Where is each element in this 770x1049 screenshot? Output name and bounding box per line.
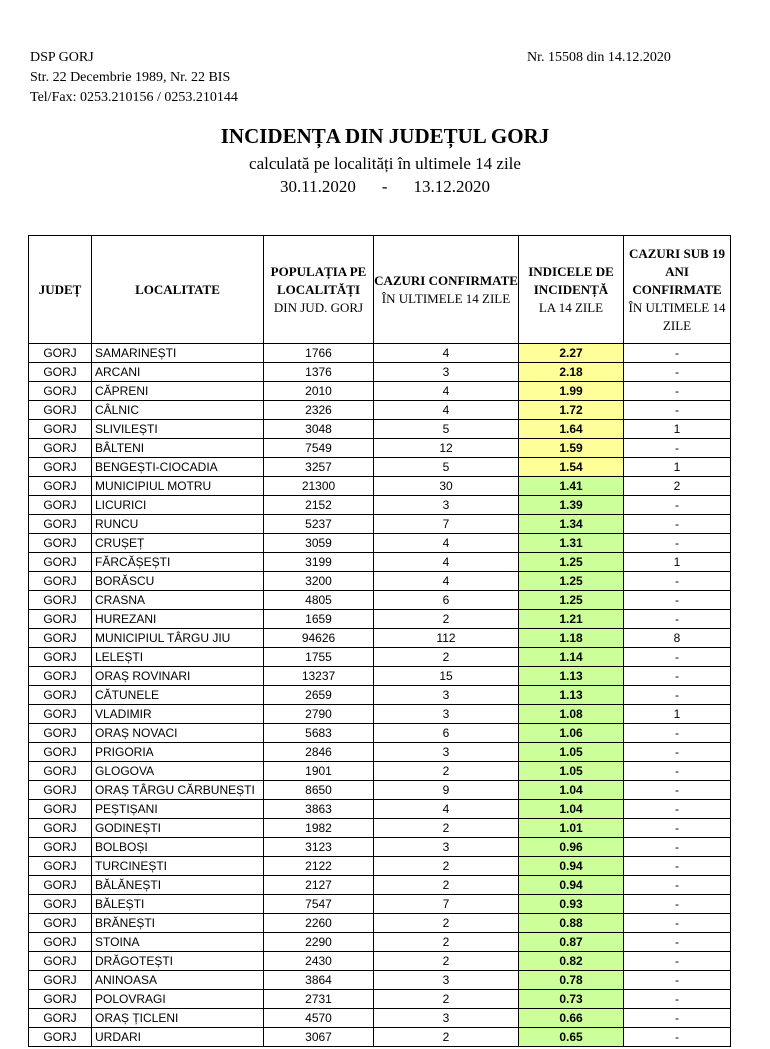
cell-judet: GORJ <box>29 344 92 363</box>
cell-judet: GORJ <box>29 1009 92 1028</box>
cell-judet: GORJ <box>29 857 92 876</box>
cell-judet: GORJ <box>29 686 92 705</box>
cell-judet: GORJ <box>29 534 92 553</box>
table-row <box>29 705 731 724</box>
table-row <box>29 344 731 363</box>
table-row <box>29 857 731 876</box>
cell-localitate: BENGEȘTI-CIOCADIA <box>92 458 264 477</box>
cell-localitate: MUNICIPIUL TÂRGU JIU <box>92 629 264 648</box>
col-header-indice: INDICELE DE INCIDENȚĂ LA 14 ZILE <box>519 236 624 344</box>
cell-judet: GORJ <box>29 838 92 857</box>
cell-indice: 0.94 <box>519 857 624 876</box>
cell-judet: GORJ <box>29 933 92 952</box>
cell-sub19: - <box>624 933 731 952</box>
cell-populatie: 2430 <box>264 952 374 971</box>
cell-indice: 1.39 <box>519 496 624 515</box>
cell-cazuri: 2 <box>374 857 519 876</box>
cell-cazuri: 2 <box>374 990 519 1009</box>
cell-localitate: FĂRCĂȘEȘTI <box>92 553 264 572</box>
col-header-sub19: CAZURI SUB 19 ANI CONFIRMATE ÎN ULTIMELE 14 ZILE <box>624 236 731 344</box>
cell-localitate: MUNICIPIUL MOTRU <box>92 477 264 496</box>
cell-judet: GORJ <box>29 515 92 534</box>
col-header-judet: JUDEȚ <box>29 236 92 344</box>
table-row <box>29 686 731 705</box>
table-row <box>29 477 731 496</box>
cell-cazuri: 2 <box>374 610 519 629</box>
cell-populatie: 2790 <box>264 705 374 724</box>
table-row <box>29 800 731 819</box>
cell-cazuri: 15 <box>374 667 519 686</box>
cell-judet: GORJ <box>29 971 92 990</box>
cell-populatie: 3200 <box>264 572 374 591</box>
cell-indice: 1.72 <box>519 401 624 420</box>
cell-indice: 1.05 <box>519 762 624 781</box>
cell-localitate: HUREZANI <box>92 610 264 629</box>
cell-localitate: LICURICI <box>92 496 264 515</box>
cell-sub19: - <box>624 401 731 420</box>
header-left <box>30 48 238 108</box>
cell-judet: GORJ <box>29 781 92 800</box>
table-row <box>29 876 731 895</box>
cell-cazuri: 3 <box>374 1009 519 1028</box>
table-row <box>29 781 731 800</box>
cell-localitate: ORAȘ ROVINARI <box>92 667 264 686</box>
cell-cazuri: 4 <box>374 382 519 401</box>
cell-sub19: - <box>624 838 731 857</box>
cell-populatie: 94626 <box>264 629 374 648</box>
cell-cazuri: 4 <box>374 572 519 591</box>
cell-populatie: 3123 <box>264 838 374 857</box>
cell-cazuri: 3 <box>374 686 519 705</box>
table-row <box>29 895 731 914</box>
table-row <box>29 572 731 591</box>
cell-judet: GORJ <box>29 952 92 971</box>
cell-cazuri: 4 <box>374 800 519 819</box>
cell-populatie: 2846 <box>264 743 374 762</box>
table-row <box>29 724 731 743</box>
cell-judet: GORJ <box>29 762 92 781</box>
cell-judet: GORJ <box>29 990 92 1009</box>
cell-populatie: 5683 <box>264 724 374 743</box>
cell-indice: 1.25 <box>519 591 624 610</box>
cell-populatie: 2260 <box>264 914 374 933</box>
cell-sub19: - <box>624 515 731 534</box>
cell-indice: 1.64 <box>519 420 624 439</box>
cell-populatie: 4570 <box>264 1009 374 1028</box>
cell-cazuri: 4 <box>374 534 519 553</box>
table-row <box>29 933 731 952</box>
cell-populatie: 13237 <box>264 667 374 686</box>
cell-cazuri: 2 <box>374 914 519 933</box>
cell-judet: GORJ <box>29 439 92 458</box>
cell-indice: 0.94 <box>519 876 624 895</box>
cell-indice: 1.06 <box>519 724 624 743</box>
cell-sub19: 1 <box>624 705 731 724</box>
cell-judet: GORJ <box>29 667 92 686</box>
cell-indice: 1.31 <box>519 534 624 553</box>
org-phone: Tel/Fax: 0253.210156 / 0253.210144 <box>30 90 238 105</box>
cell-indice: 0.73 <box>519 990 624 1009</box>
document-reference: Nr. 15508 din 14.12.2020 <box>527 50 671 65</box>
table-row <box>29 610 731 629</box>
cell-indice: 1.01 <box>519 819 624 838</box>
cell-sub19: - <box>624 496 731 515</box>
cell-judet: GORJ <box>29 363 92 382</box>
cell-sub19: - <box>624 610 731 629</box>
cell-sub19: - <box>624 363 731 382</box>
cell-populatie: 1766 <box>264 344 374 363</box>
cell-populatie: 2127 <box>264 876 374 895</box>
cell-sub19: 8 <box>624 629 731 648</box>
cell-cazuri: 30 <box>374 477 519 496</box>
cell-localitate: BĂLĂNEȘTI <box>92 876 264 895</box>
cell-indice: 0.87 <box>519 933 624 952</box>
table-body <box>29 344 731 1047</box>
cell-populatie: 3863 <box>264 800 374 819</box>
cell-judet: GORJ <box>29 610 92 629</box>
cell-sub19: - <box>624 895 731 914</box>
cell-populatie: 3059 <box>264 534 374 553</box>
cell-populatie: 5237 <box>264 515 374 534</box>
cell-judet: GORJ <box>29 420 92 439</box>
table-row <box>29 990 731 1009</box>
cell-localitate: ORAȘ ȚICLENI <box>92 1009 264 1028</box>
cell-indice: 2.18 <box>519 363 624 382</box>
cell-populatie: 3257 <box>264 458 374 477</box>
cell-populatie: 3199 <box>264 553 374 572</box>
cell-populatie: 2010 <box>264 382 374 401</box>
cell-sub19: - <box>624 876 731 895</box>
cell-localitate: CRUȘEȚ <box>92 534 264 553</box>
table-row <box>29 914 731 933</box>
cell-sub19: - <box>624 914 731 933</box>
cell-indice: 1.99 <box>519 382 624 401</box>
cell-sub19: - <box>624 800 731 819</box>
cell-indice: 1.05 <box>519 743 624 762</box>
table-row <box>29 838 731 857</box>
cell-judet: GORJ <box>29 743 92 762</box>
table-row <box>29 420 731 439</box>
cell-sub19: - <box>624 762 731 781</box>
cell-indice: 1.25 <box>519 553 624 572</box>
cell-judet: GORJ <box>29 724 92 743</box>
table-row <box>29 382 731 401</box>
table-row <box>29 952 731 971</box>
cell-cazuri: 2 <box>374 1028 519 1047</box>
cell-populatie: 2152 <box>264 496 374 515</box>
cell-judet: GORJ <box>29 895 92 914</box>
cell-sub19: - <box>624 686 731 705</box>
cell-indice: 1.13 <box>519 667 624 686</box>
cell-cazuri: 2 <box>374 762 519 781</box>
cell-populatie: 3067 <box>264 1028 374 1047</box>
cell-localitate: URDARI <box>92 1028 264 1047</box>
cell-cazuri: 6 <box>374 591 519 610</box>
cell-sub19: 1 <box>624 420 731 439</box>
table-row <box>29 534 731 553</box>
cell-localitate: ARCANI <box>92 363 264 382</box>
cell-cazuri: 2 <box>374 819 519 838</box>
cell-populatie: 3048 <box>264 420 374 439</box>
cell-populatie: 2290 <box>264 933 374 952</box>
cell-judet: GORJ <box>29 496 92 515</box>
table-row <box>29 496 731 515</box>
cell-sub19: - <box>624 344 731 363</box>
cell-sub19: - <box>624 743 731 762</box>
cell-indice: 1.59 <box>519 439 624 458</box>
cell-localitate: DRĂGOTEȘTI <box>92 952 264 971</box>
cell-cazuri: 7 <box>374 515 519 534</box>
cell-populatie: 2659 <box>264 686 374 705</box>
cell-localitate: ORAȘ TÂRGU CĂRBUNEȘTI <box>92 781 264 800</box>
cell-indice: 1.21 <box>519 610 624 629</box>
cell-indice: 1.25 <box>519 572 624 591</box>
cell-cazuri: 2 <box>374 876 519 895</box>
table-row <box>29 1028 731 1047</box>
cell-localitate: CRASNA <box>92 591 264 610</box>
cell-populatie: 7547 <box>264 895 374 914</box>
table-row <box>29 515 731 534</box>
cell-judet: GORJ <box>29 705 92 724</box>
cell-sub19: - <box>624 781 731 800</box>
org-address: Str. 22 Decembrie 1989, Nr. 22 BIS <box>30 70 231 85</box>
cell-populatie: 3864 <box>264 971 374 990</box>
cell-localitate: BRĂNEȘTI <box>92 914 264 933</box>
cell-judet: GORJ <box>29 1028 92 1047</box>
cell-cazuri: 3 <box>374 363 519 382</box>
cell-populatie: 2122 <box>264 857 374 876</box>
table-row <box>29 971 731 990</box>
cell-cazuri: 2 <box>374 648 519 667</box>
cell-populatie: 7549 <box>264 439 374 458</box>
cell-cazuri: 4 <box>374 344 519 363</box>
cell-sub19: 1 <box>624 553 731 572</box>
cell-sub19: - <box>624 952 731 971</box>
cell-indice: 1.04 <box>519 800 624 819</box>
cell-populatie: 1982 <box>264 819 374 838</box>
cell-sub19: - <box>624 1028 731 1047</box>
cell-indice: 1.14 <box>519 648 624 667</box>
cell-indice: 1.18 <box>519 629 624 648</box>
table-row <box>29 629 731 648</box>
cell-localitate: CĂPRENI <box>92 382 264 401</box>
cell-judet: GORJ <box>29 819 92 838</box>
cell-sub19: - <box>624 1009 731 1028</box>
cell-localitate: PRIGORIA <box>92 743 264 762</box>
cell-indice: 1.54 <box>519 458 624 477</box>
cell-sub19: - <box>624 857 731 876</box>
cell-localitate: BOLBOȘI <box>92 838 264 857</box>
table-row <box>29 648 731 667</box>
cell-indice: 0.78 <box>519 971 624 990</box>
cell-judet: GORJ <box>29 572 92 591</box>
cell-populatie: 2326 <box>264 401 374 420</box>
cell-localitate: RUNCU <box>92 515 264 534</box>
cell-localitate: LELEȘTI <box>92 648 264 667</box>
cell-cazuri: 4 <box>374 401 519 420</box>
cell-localitate: ANINOASA <box>92 971 264 990</box>
cell-cazuri: 2 <box>374 952 519 971</box>
cell-cazuri: 5 <box>374 458 519 477</box>
cell-indice: 0.82 <box>519 952 624 971</box>
cell-judet: GORJ <box>29 876 92 895</box>
cell-localitate: PEȘTIȘANI <box>92 800 264 819</box>
cell-populatie: 1755 <box>264 648 374 667</box>
cell-sub19: - <box>624 971 731 990</box>
cell-localitate: VLADIMIR <box>92 705 264 724</box>
cell-cazuri: 2 <box>374 933 519 952</box>
document-title: INCIDENȚA DIN JUDEȚUL GORJ <box>220 124 550 148</box>
cell-judet: GORJ <box>29 382 92 401</box>
cell-sub19: - <box>624 724 731 743</box>
cell-cazuri: 12 <box>374 439 519 458</box>
table-row <box>29 363 731 382</box>
table-row <box>29 667 731 686</box>
cell-sub19: - <box>624 382 731 401</box>
cell-sub19: - <box>624 439 731 458</box>
cell-sub19: - <box>624 534 731 553</box>
cell-cazuri: 3 <box>374 496 519 515</box>
cell-populatie: 1901 <box>264 762 374 781</box>
col-header-populatie: POPULAȚIA PE LOCALITĂȚI DIN JUD. GORJ <box>264 236 374 344</box>
cell-localitate: BORĂSCU <box>92 572 264 591</box>
table-row <box>29 762 731 781</box>
table-row <box>29 591 731 610</box>
cell-judet: GORJ <box>29 591 92 610</box>
cell-judet: GORJ <box>29 800 92 819</box>
cell-localitate: TURCINEȘTI <box>92 857 264 876</box>
cell-localitate: ORAȘ NOVACI <box>92 724 264 743</box>
cell-indice: 1.34 <box>519 515 624 534</box>
cell-sub19: - <box>624 819 731 838</box>
cell-sub19: - <box>624 572 731 591</box>
cell-localitate: GLOGOVA <box>92 762 264 781</box>
table-row <box>29 819 731 838</box>
period-range <box>0 177 770 197</box>
cell-cazuri: 3 <box>374 971 519 990</box>
cell-indice: 1.08 <box>519 705 624 724</box>
cell-indice: 1.41 <box>519 477 624 496</box>
cell-judet: GORJ <box>29 401 92 420</box>
cell-indice: 0.96 <box>519 838 624 857</box>
cell-indice: 0.93 <box>519 895 624 914</box>
cell-populatie: 4805 <box>264 591 374 610</box>
cell-cazuri: 7 <box>374 895 519 914</box>
document-subtitle: calculată pe localități în ultimele 14 zile <box>249 154 521 173</box>
cell-cazuri: 6 <box>374 724 519 743</box>
table-row <box>29 401 731 420</box>
cell-indice: 0.66 <box>519 1009 624 1028</box>
table-header-row <box>29 236 731 344</box>
cell-cazuri: 9 <box>374 781 519 800</box>
col-header-localitate: LOCALITATE <box>92 236 264 344</box>
table-row <box>29 1009 731 1028</box>
table-row <box>29 439 731 458</box>
cell-cazuri: 3 <box>374 705 519 724</box>
cell-cazuri: 112 <box>374 629 519 648</box>
cell-localitate: POLOVRAGI <box>92 990 264 1009</box>
cell-localitate: BÂLTENI <box>92 439 264 458</box>
cell-judet: GORJ <box>29 458 92 477</box>
cell-indice: 2.27 <box>519 344 624 363</box>
cell-judet: GORJ <box>29 914 92 933</box>
cell-populatie: 1376 <box>264 363 374 382</box>
cell-localitate: SAMARINEȘTI <box>92 344 264 363</box>
cell-sub19: - <box>624 990 731 1009</box>
cell-localitate: STOINA <box>92 933 264 952</box>
incidence-table <box>28 235 731 1047</box>
cell-indice: 0.88 <box>519 914 624 933</box>
cell-localitate: BĂLEȘTI <box>92 895 264 914</box>
cell-sub19: - <box>624 667 731 686</box>
period-end: 13.12.2020 <box>413 177 491 196</box>
org-name: DSP GORJ <box>30 50 94 65</box>
cell-cazuri: 5 <box>374 420 519 439</box>
table-row <box>29 553 731 572</box>
cell-populatie: 8650 <box>264 781 374 800</box>
cell-sub19: - <box>624 648 731 667</box>
cell-judet: GORJ <box>29 553 92 572</box>
cell-populatie: 1659 <box>264 610 374 629</box>
cell-localitate: SLIVILEȘTI <box>92 420 264 439</box>
cell-judet: GORJ <box>29 629 92 648</box>
cell-populatie: 2731 <box>264 990 374 1009</box>
cell-judet: GORJ <box>29 648 92 667</box>
cell-localitate: CÂLNIC <box>92 401 264 420</box>
cell-populatie: 21300 <box>264 477 374 496</box>
cell-sub19: - <box>624 591 731 610</box>
cell-localitate: GODINEȘTI <box>92 819 264 838</box>
col-header-cazuri: CAZURI CONFIRMATE ÎN ULTIMELE 14 ZILE <box>374 236 519 344</box>
period-start: 30.11.2020 <box>279 177 356 196</box>
table-row <box>29 458 731 477</box>
cell-sub19: 1 <box>624 458 731 477</box>
cell-localitate: CĂTUNELE <box>92 686 264 705</box>
cell-judet: GORJ <box>29 477 92 496</box>
cell-cazuri: 3 <box>374 743 519 762</box>
cell-indice: 1.04 <box>519 781 624 800</box>
cell-indice: 1.13 <box>519 686 624 705</box>
cell-cazuri: 4 <box>374 553 519 572</box>
table-row <box>29 743 731 762</box>
cell-indice: 0.65 <box>519 1028 624 1047</box>
cell-sub19: 2 <box>624 477 731 496</box>
period-separator: - <box>381 177 388 196</box>
cell-cazuri: 3 <box>374 838 519 857</box>
